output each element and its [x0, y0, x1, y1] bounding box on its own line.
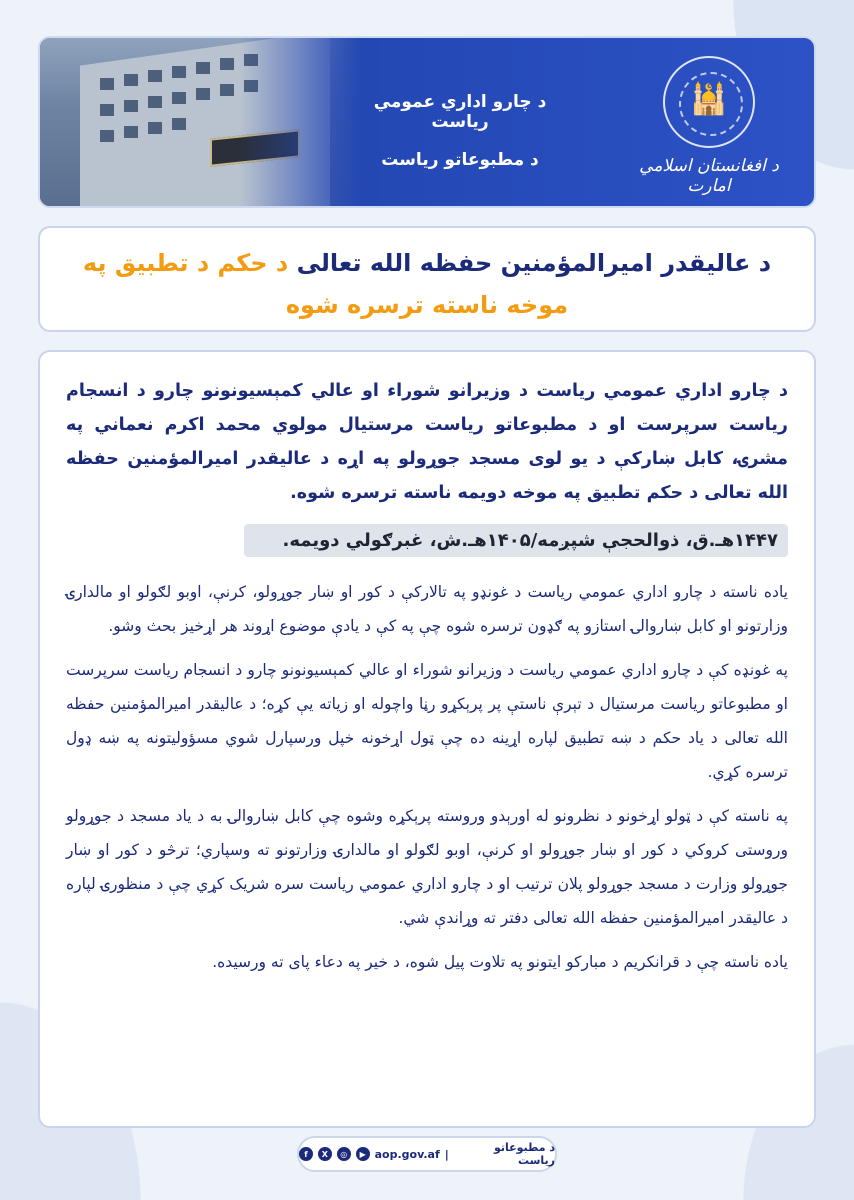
emblem-seal-icon: [663, 56, 755, 148]
emirate-emblem: [634, 56, 784, 196]
youtube-icon[interactable]: ▶: [356, 1147, 370, 1161]
headline-part1: د عالیقدر امیرالمؤمنین حفظه الله تعالی: [296, 249, 772, 277]
x-icon[interactable]: X: [318, 1147, 332, 1161]
headline-part3: موخه ناسته ترسره شوه: [285, 291, 569, 319]
instagram-icon[interactable]: ◎: [337, 1147, 351, 1161]
lead-paragraph: د چارو اداري عمومي رياست د وزيرانو شوراء او عالي کمېسیونونو چارو د انسجام رياست سرپرست او د مطبوعاتو رياست مرستیال مولوي محمد اکرم نعماني په مشرۍ، کابل ښارکې د یو لوی مسجد جوړولو په اړه د عالیقدر امیرالمؤمنین حفظه الله تعالی د حکم تطبیق په موخه دویمه ناسته ترسره شوه.: [66, 381, 788, 503]
footer-website-link[interactable]: aop.gov.af: [374, 1147, 440, 1161]
header-banner: [38, 36, 816, 208]
building-photo: [40, 38, 360, 206]
header-ministry-name: د چارو اداري عمومي رياست: [373, 92, 547, 132]
headline-part2: د حکم د تطبیق په: [82, 249, 289, 277]
body-paragraph: یاده ناسته د چارو اداري عمومي رياست د غونډو په تالارکې د کور او ښار جوړولو، کرنې، اوبو لګولو او مالدارۍ وزارتونو او کابل ښاروالۍ استازو په ګډون ترسره شوه چې په کې د یادې موضوع اړوند هر اړخیز بحث وشو.: [66, 583, 788, 635]
footer-label: د مطبوعاتو رياست: [493, 1141, 555, 1167]
body-paragraph: په ناسته کې د ټولو اړخونو د نظرونو له اورېدو وروسته پرېکړه وشوه چې کابل ښاروالۍ به د یاد مسجد د جوړولو وروستی کروکي د کور او ښار جوړولو او کرنې، اوبو لګولو او مالدارۍ وزارتونو ته وسپاري؛ ترڅو د کور او ښار جوړولو وزارت د مسجد جوړولو پلان ترتیب او د چارو اداري عمومي رياست سره شریک کړي چې د منظورۍ لپاره د عالیقدر امیرالمؤمنین حفظه الله تعالی دفتر ته وړاندې شي.: [66, 807, 788, 927]
emblem-calligraphy: د افغانستان اسلامي امارت: [639, 156, 779, 196]
article-body: [38, 350, 816, 1128]
body-paragraph: یاده ناسته چې د قرانکریم د مبارکو ایتونو په تلاوت پیل شوه، د خیر په دعاء پای ته ورسیده.: [212, 953, 788, 971]
headline: [40, 242, 814, 326]
facebook-icon[interactable]: f: [299, 1147, 313, 1161]
footer-bar: د مطبوعاتو رياست | aop.gov.af ▶ ◎ X f: [297, 1136, 557, 1172]
headline-box: [38, 226, 816, 332]
date-line: ۱۴۴۷هـ.ق، ذوالحجې شپږمه/۱۴۰۵هـ.ش، غبرګولي دویمه.: [244, 524, 788, 557]
header-department-name: د مطبوعاتو رياست: [381, 150, 539, 170]
body-paragraph: په غونډه کې د چارو اداري عمومي رياست د وزيرانو شوراء او عالي کمېسیونونو چارو د انسجام رياست سرپرست او مطبوعاتو رياست مرستیال د تېرې ناستې پر پرېکړو رڼا واچوله او زیاته یې کړه؛ د عالیقدر امیرالمؤمنین حفظه الله تعالی د یاد حکم د ښه تطبیق لپاره اړینه ده چې ټول اړخونه خپل ورسپارل شوي مسؤولیتونه په ښه ډول ترسره کړي.: [66, 661, 788, 781]
